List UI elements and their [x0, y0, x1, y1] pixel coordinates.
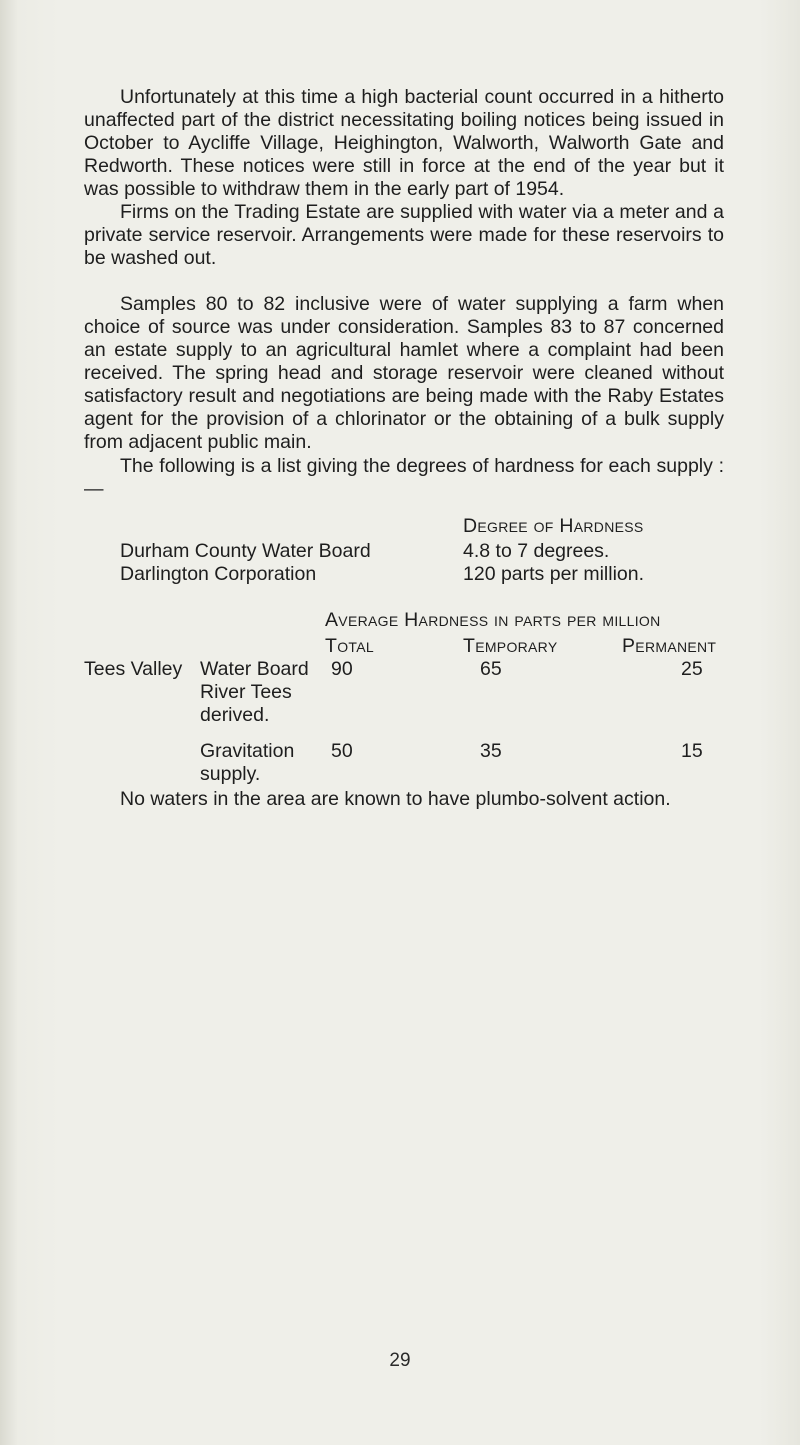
paragraph-boiling-notices: Unfortunately at this time a high bacterial count occurred in a hitherto unaffected part of the district necessitating boiling notices being issued in October to Aycliffe Village, Heighington, Walworth, Walworth Gate and Redworth. These notices were still in force at the end of the year but it was possible to withdraw them in the early part of 1954. [84, 86, 724, 200]
paragraph-samples: Samples 80 to 82 inclusive were of water supplying a farm when choice of source was under consideration. Samples 83 to 87 concerned an estate supply to an agricultural hamlet where a complaint had been received. The spring head and storage reservoir were cleaned without satisfactory result and negotiations are being made with the Raby Estates agent for the provision of a chlorinator or the obtaining of a bulk supply from adjacent public main. [84, 293, 724, 453]
value-permanent-gravitation: 15 [681, 740, 703, 762]
source-water-board-line2: River Tees [200, 681, 292, 703]
value-total-water-board: 90 [331, 658, 353, 680]
closing-note: No waters in the area are known to have plumbo-solvent action. [120, 788, 671, 810]
source-water-board-line1: Water Board [200, 658, 309, 680]
value-temporary-gravitation: 35 [480, 740, 502, 762]
supply-name-darlington: Darlington Corporation [120, 563, 317, 585]
source-gravitation-line1: Gravitation [200, 740, 295, 762]
page-number: 29 [389, 1350, 411, 1371]
paragraph-hardness-intro: The following is a list giving the degrees of hardness for each supply :— [84, 455, 724, 500]
value-permanent-water-board: 25 [681, 658, 703, 680]
supply-value-darlington: 120 parts per million. [463, 563, 645, 585]
value-temporary-water-board: 65 [480, 658, 502, 680]
paragraph-trading-estate: Firms on the Trading Estate are supplied with water via a meter and a private service reservoir. Arrangements were made for these reservoirs to be washed out. [84, 201, 724, 269]
supply-value-durham: 4.8 to 7 degrees. [463, 540, 610, 562]
column-header-total: Total [325, 635, 374, 657]
group-label-tees-valley: Tees Valley [84, 658, 183, 680]
supply-name-durham: Durham County Water Board [120, 540, 371, 562]
column-header-temporary: Temporary [463, 635, 558, 657]
source-gravitation-line2: supply. [200, 763, 261, 785]
source-water-board-line3: derived. [200, 704, 270, 726]
degree-of-hardness-heading: Degree of Hardness [463, 515, 644, 537]
average-hardness-heading: Average Hardness in parts per million [325, 609, 661, 631]
value-total-gravitation: 50 [331, 740, 353, 762]
column-header-permanent: Permanent [622, 635, 717, 657]
